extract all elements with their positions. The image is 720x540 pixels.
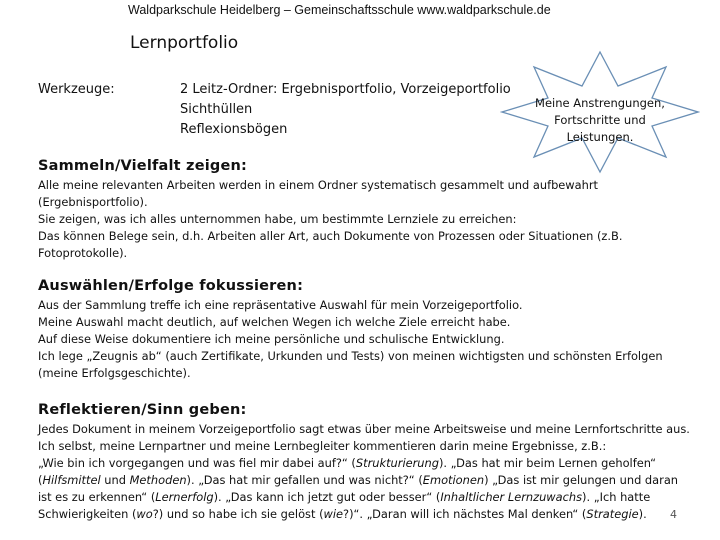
star-line: Fortschritte und	[554, 113, 646, 127]
body-line: Sie zeigen, was ich alles unternommen habe, um bestimmte Lernziele zu erreichen:	[38, 212, 517, 226]
quote-term: wie	[323, 507, 344, 521]
page-title: Lernportfolio	[130, 33, 239, 53]
body-line: Meine Auswahl macht deutlich, auf welchen Wegen ich welche Ziele erreicht habe.	[38, 315, 511, 329]
quote-term: Lernerfolg	[155, 490, 214, 504]
star-line: Meine Anstrengungen,	[535, 96, 665, 110]
body-line: Alle meine relevanten Arbeiten werden in einem Ordner systematisch gesammelt und aufbewahrt	[38, 178, 598, 192]
body-line: (meine Erfolgsgeschichte).	[38, 366, 191, 380]
quote-text: „Wie bin ich vorgegangen und was fiel mir dabei auf?“ (	[38, 456, 356, 470]
quote-term: Methoden	[129, 473, 187, 487]
section-heading: Reflektieren/Sinn geben:	[38, 402, 247, 418]
quote-term: Strukturierung	[355, 456, 439, 470]
section-body	[38, 177, 698, 262]
tools-item: 2 Leitz-Ordner: Ergebnisportfolio, Vorzeigeportfolio	[180, 82, 511, 97]
quote-text: ). „Ich hatte Schwierigkeiten (	[38, 490, 651, 521]
section-heading: Sammeln/Vielfalt zeigen:	[38, 158, 248, 174]
quote-text: ?)“. „Daran will ich nächstes Mal denken“ (	[343, 507, 587, 521]
quote-term: Strategie	[586, 507, 639, 521]
section-body	[38, 297, 698, 382]
section-collect	[38, 158, 698, 262]
quote-term: Hilfsmittel	[42, 473, 101, 487]
body-line: Auf diese Weise dokumentiere ich meine persönliche und schulische Entwicklung.	[38, 332, 505, 346]
quote-text: ). „Das hat mir gefallen und was nicht?“ (	[186, 473, 423, 487]
page-header: Waldparkschule Heidelberg – Gemeinschaftsschule www.waldparkschule.de	[128, 3, 551, 17]
tools-label: Werkzeuge:	[38, 82, 115, 97]
quote-text: ). „Das hat mir beim Lernen geholfen“ (	[38, 456, 657, 487]
page-number: 4	[670, 508, 677, 521]
body-line: (Ergebnisportfolio).	[38, 195, 148, 209]
reflection-questions	[38, 455, 693, 523]
section-body	[38, 421, 693, 523]
quote-text: ) „Das ist mir gelungen und daran ist es zu erkennen“ (	[38, 473, 679, 504]
tools-item: Reflexionsbögen	[180, 122, 288, 137]
quote-term: wo	[136, 507, 153, 521]
tools-list	[180, 80, 511, 140]
star-callout	[500, 50, 700, 174]
quote-text: ?) und so habe ich sie gelöst (	[152, 507, 324, 521]
tools-item: Sichthüllen	[180, 102, 253, 117]
section-select	[38, 278, 698, 382]
star-text	[500, 95, 700, 146]
quote-term: Emotionen	[422, 473, 485, 487]
body-line: Fotoprotokolle).	[38, 246, 128, 260]
quote-text: ).	[638, 507, 647, 521]
section-heading: Auswählen/Erfolge fokussieren:	[38, 278, 304, 294]
body-line: Das können Belege sein, d.h. Arbeiten aller Art, auch Dokumente von Prozessen oder Situationen (z.B.	[38, 229, 623, 243]
body-line: Jedes Dokument in meinem Vorzeigeportfolio sagt etwas über meine Arbeitsweise und meine Lernfortschritte aus.	[38, 422, 690, 436]
quote-text: und	[100, 473, 130, 487]
quote-term: Inhaltlicher Lernzuwachs	[440, 490, 583, 504]
star-line: Leistungen.	[566, 130, 634, 144]
body-line: Ich selbst, meine Lernpartner und meine Lernbegleiter kommentieren darin meine Ergebnisse, z.B.:	[38, 439, 607, 453]
body-line: Ich lege „Zeugnis ab“ (auch Zertifikate, Urkunden und Tests) von meinen wichtigsten und schönsten Erfolgen	[38, 349, 663, 363]
quote-text: ). „Das kann ich jetzt gut oder besser“ (	[213, 490, 441, 504]
body-line: Aus der Sammlung treffe ich eine repräsentative Auswahl für mein Vorzeigeportfolio.	[38, 298, 523, 312]
section-reflect	[38, 402, 698, 523]
